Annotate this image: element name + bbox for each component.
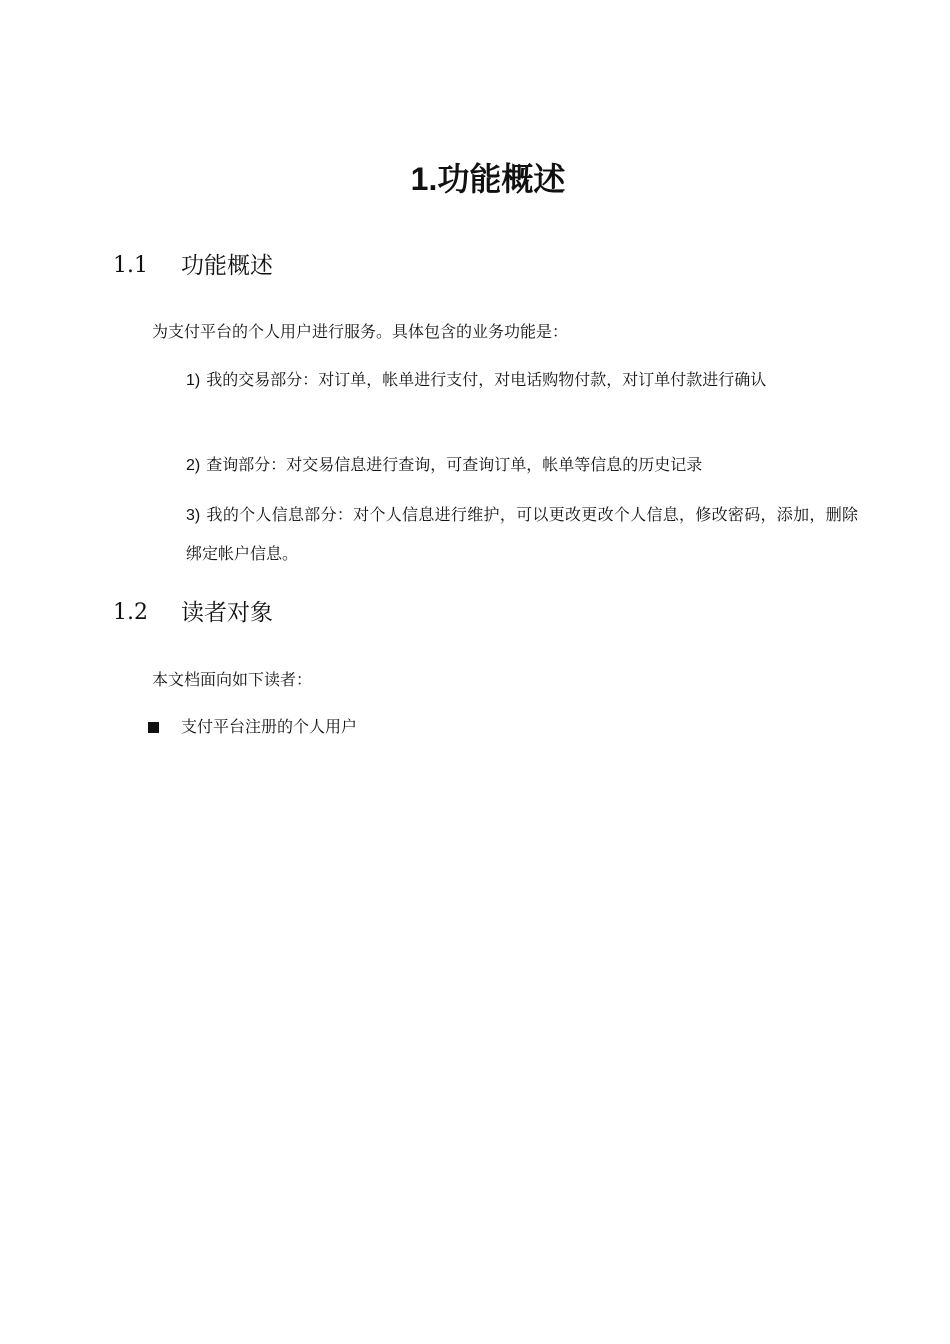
list-item (186, 361, 858, 400)
section-number: 1.1 (113, 253, 148, 278)
list-item-number: 1) (186, 372, 201, 389)
document-title: 1.功能概述 (410, 161, 566, 197)
section-heading-1-1 (113, 250, 273, 282)
list-item-text: 我的个人信息部分：对个人信息进行维护，可以更改更改个人信息，修改密码，添加，删除绑定帐户信息。 (186, 505, 858, 563)
section-title: 读者对象 (181, 600, 273, 626)
list-item-number: 3) (186, 507, 201, 524)
list-item-text: 我的交易部分：对订单，帐单进行支付，对电话购物付款，对订单付款进行确认 (206, 370, 767, 389)
list-item (186, 496, 858, 573)
list-item (186, 446, 858, 485)
square-bullet-icon (148, 722, 159, 733)
section-heading-1-2 (113, 597, 273, 629)
section-number: 1.2 (113, 600, 148, 625)
list-item-number: 2) (186, 457, 201, 474)
list-item-text: 查询部分：对交易信息进行查询，可查询订单，帐单等信息的历史记录 (206, 455, 703, 474)
section-intro: 为支付平台的个人用户进行服务。具体包含的业务功能是： (152, 322, 569, 341)
section-title: 功能概述 (181, 253, 273, 279)
section-intro: 本文档面向如下读者： (152, 670, 313, 689)
bullet-text: 支付平台注册的个人用户 (181, 717, 358, 736)
bullet-item (148, 708, 357, 746)
